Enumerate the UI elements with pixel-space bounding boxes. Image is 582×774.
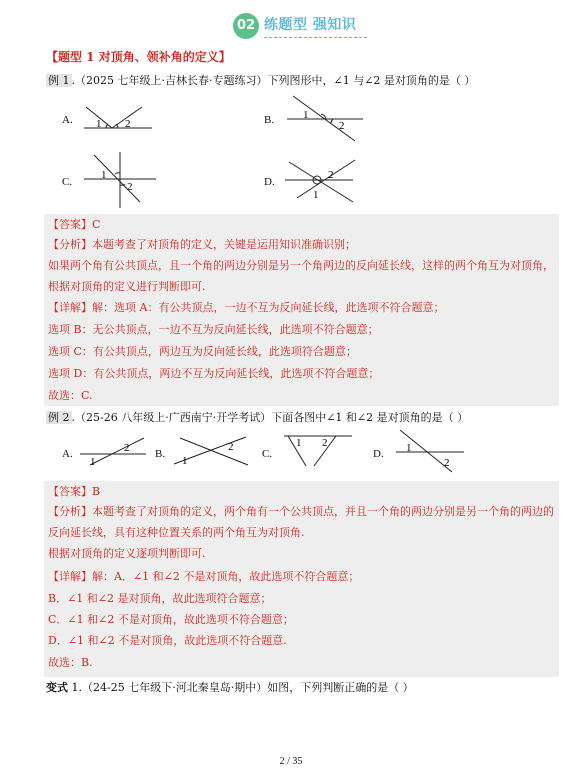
example-1-detail-line: 故选：C.: [48, 389, 93, 402]
angle-label-2: 2: [125, 118, 131, 130]
example-1-detail-line: 选项 B：无公共顶点，一边不互为反向延长线，此选项不符合题意；: [48, 323, 379, 336]
example-2-label: 例 2: [48, 411, 70, 424]
example-2-analysis-line: 【分析】本题考查了对顶角的定义，两个角有一个公共顶点，并且一个角的两边分别是另一个角的两边的: [48, 505, 554, 518]
angle-label-1: 1: [406, 442, 412, 454]
example-1-analysis-line: 根据对顶角的定义进行判断即可.: [48, 280, 206, 293]
example-2-text: .（25-26 八年级上·广西南宁·开学考试）下面各图中∠1 和∠2 是对顶角的是（ ）: [71, 411, 469, 424]
angle-label-1: 1: [313, 189, 319, 201]
example-2-detail-line: 故选：B.: [48, 656, 93, 669]
ex2-figure-a: [78, 436, 148, 466]
ex2-option-a: A.: [62, 448, 73, 460]
question-type-title: 【题型 1 对顶角、领补角的定义】: [46, 50, 231, 64]
angle-label-1: 1: [303, 109, 309, 121]
page-number: 2 / 35: [279, 756, 303, 767]
ex2-option-b: B.: [155, 448, 166, 460]
angle-label-1: 1: [101, 169, 107, 181]
example-2-analysis-line: 反向延长线，具有这种位置关系的两个角互为对顶角.: [48, 526, 305, 539]
variant-1-question: [46, 681, 414, 695]
ex2-option-c: C.: [262, 448, 273, 460]
angle-label-1: 1: [296, 437, 302, 449]
section-number-badge: 02: [233, 13, 259, 39]
angle-label-2: 2: [339, 120, 345, 132]
example-1-detail-line: 选项 C：有公共顶点，两边互为反向延长线，此选项符合题意；: [48, 345, 357, 358]
ex1-option-a: A.: [62, 114, 73, 126]
ex1-figure-a: [82, 103, 154, 133]
example-2-detail-line: D．∠1 和∠2 不是对顶角，故此选项不符合题意.: [48, 634, 287, 647]
ex1-option-d: D.: [264, 176, 275, 188]
example-2-question: [46, 411, 468, 425]
example-1-question: [46, 74, 475, 88]
example-1-detail-line: 选项 D：有公共顶点，两边不互为反向延长线，此选项不符合题意；: [48, 367, 380, 380]
angle-label-1: 1: [96, 118, 102, 130]
section-heading: 练题型 强知识: [264, 17, 357, 33]
ex1-figure-c: [82, 152, 162, 208]
ex2-figure-d: [392, 428, 468, 474]
angle-label-2: 2: [444, 457, 450, 469]
ex1-figure-d: [283, 156, 363, 206]
angle-label-2: 2: [127, 181, 133, 193]
example-1-analysis-line: 如果两个角有公共顶点，且一个角的两边分别是另一个角两边的反向延长线，这样的两个角互为对顶角，: [48, 259, 554, 272]
variant-label: 变式: [46, 681, 68, 694]
example-1-label: 例 1: [48, 74, 70, 87]
ex2-figure-b: [170, 434, 250, 468]
ex1-figure-b: [283, 93, 363, 145]
example-1-detail-line: 【详解】解：选项 A：有公共顶点，一边不互为反向延长线，此选项不符合题意；: [48, 301, 445, 314]
angle-label-1: 1: [90, 456, 96, 466]
ex2-figure-c: [282, 432, 354, 468]
angle-label-1: 1: [182, 455, 188, 467]
example-1-text: .（2025 七年级上·吉林长春·专题练习）下列图形中，∠1 与∠2 是对顶角的是（ ）: [71, 74, 476, 87]
heading-underline: [264, 37, 367, 38]
example-1-answer: 【答案】C: [48, 218, 101, 231]
example-2-detail-line: C．∠1 和∠2 不是对顶角，故此选项不符合题意；: [48, 613, 294, 626]
angle-label-2: 2: [124, 442, 130, 454]
example-2-detail-line: 【详解】解：A．∠1 和∠2 不是对顶角，故此选项不符合题意；: [48, 570, 360, 583]
angle-label-2: 2: [322, 437, 328, 449]
example-2-detail-line: B．∠1 和∠2 是对顶角，故此选项符合题意；: [48, 592, 272, 605]
example-1-analysis-line: 【分析】本题考查了对顶角的定义，关键是运用知识准确识别；: [48, 238, 356, 251]
angle-label-2: 2: [228, 441, 234, 453]
example-2-basis: 根据对顶角的定义逐项判断即可.: [48, 547, 206, 560]
ex1-option-b: B.: [264, 114, 275, 126]
ex2-option-d: D.: [373, 448, 384, 460]
angle-label-2: 2: [328, 169, 334, 181]
example-2-answer: 【答案】B: [48, 485, 101, 498]
variant-1-text: 1.（24-25 七年级下·河北秦皇岛·期中）如图，下列判断正确的是（ ）: [68, 681, 414, 694]
ex1-option-c: C.: [62, 176, 73, 188]
